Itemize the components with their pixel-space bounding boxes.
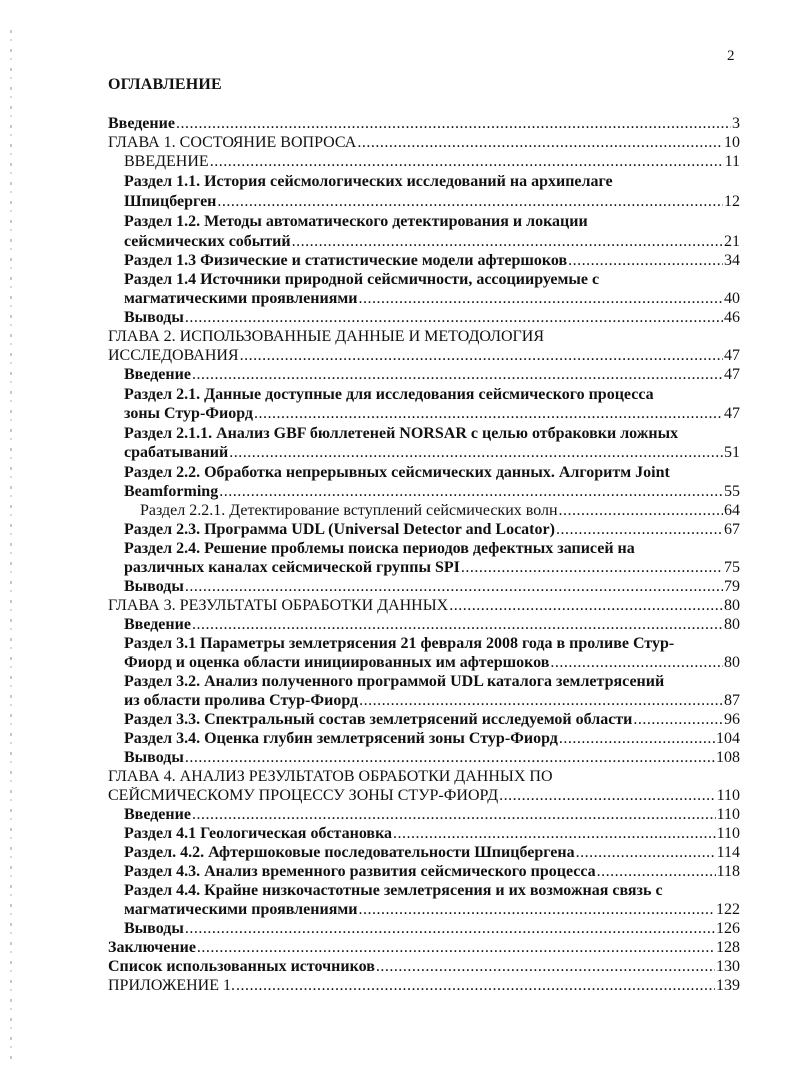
toc-entry-2-1-1-line1: Раздел 2.1.1. Анализ GBF бюллетеней NORSAR с целью отбраковки ложных (124, 425, 679, 442)
toc-entry-1-2[interactable]: сейсмических событий ..... 21 (124, 233, 740, 251)
toc-entry-1-3[interactable]: Раздел 1.3 Физические и статистические модели афтершоков ..... 34 (124, 252, 740, 270)
toc-entry-ch1-conclusions[interactable]: Выводы ..... 46 (124, 309, 740, 327)
toc-entry-1-2-line1: Раздел 1.2. Методы автоматического детектирования и локации (124, 213, 588, 230)
toc-entry-1-1[interactable]: Шпицберген ..... 12 (124, 193, 740, 211)
toc-entry-1-1-line1: Раздел 1.1. История сейсмологических исследований на архипелаге (124, 173, 613, 190)
toc-entry-1-4[interactable]: магматическими проявлениями ..... 40 (124, 290, 740, 308)
toc-entry-2-3[interactable]: Раздел 2.3. Программа UDL (Universal Detector and Locator) ..... 67 (124, 521, 740, 539)
toc-entry-3-1-line1: Раздел 3.1 Параметры землетрясения 21 февраля 2008 года в проливе Стур- (124, 635, 675, 652)
toc-entry-3-3[interactable]: Раздел 3.3. Спектральный состав землетрясений исследуемой области ..... 96 (124, 711, 740, 729)
toc-entry-chapter-2[interactable]: ИССЛЕДОВАНИЯ ..... 47 (108, 347, 740, 365)
toc-entry-3-2-line1: Раздел 3.2. Анализ полученного программой UDL каталога землетрясений (124, 673, 665, 690)
toc-entry-introduction[interactable]: Введение ..... 3 (108, 115, 740, 133)
scan-edge-artifact (10, 30, 12, 1060)
toc-entry-ch3-conclusions[interactable]: Выводы ..... 108 (124, 749, 740, 767)
toc-entry-3-1[interactable]: Фиорд и оценка области инициированных им афтершоков ..... 80 (124, 654, 740, 672)
toc-entry-1-4-line1: Раздел 1.4 Источники природной сейсмичности, ассоциируемые с (124, 271, 600, 288)
toc-entry-references[interactable]: Список использованных источников ..... 130 (108, 958, 740, 976)
toc-entry-chapter-4-line1: ГЛАВА 4. АНАЛИЗ РЕЗУЛЬТАТОВ ОБРАБОТКИ ДАННЫХ ПО (108, 768, 553, 785)
toc-entry-2-4[interactable]: различных каналах сейсмической группы SPI ..... 75 (124, 559, 740, 577)
toc-entry-ch4-conclusions[interactable]: Выводы ..... 126 (124, 920, 740, 938)
toc-entry-ch3-intro[interactable]: Введение ..... 80 (124, 616, 740, 634)
toc-entry-4-3[interactable]: Раздел 4.3. Анализ временного развития сейсмического процесса ..... 118 (124, 863, 740, 881)
toc-entry-chapter-4[interactable]: СЕЙСМИЧЕСКОМУ ПРОЦЕССУ ЗОНЫ СТУР-ФИОРД ..... 110 (108, 787, 740, 805)
toc-entry-2-1-1[interactable]: срабатываний ..... 51 (124, 444, 740, 462)
toc-entry-chapter-2-line1: ГЛАВА 2. ИСПОЛЬЗОВАННЫЕ ДАННЫЕ И МЕТОДОЛОГИЯ (108, 328, 544, 345)
page-number: 2 (727, 48, 735, 64)
toc-entry-2-4-line1: Раздел 2.4. Решение проблемы поиска периодов дефектных записей на (124, 540, 635, 557)
toc-entry-4-4[interactable]: магматическими проявлениями ..... 122 (124, 901, 740, 919)
toc-entry-4-2[interactable]: Раздел. 4.2. Афтершоковые последовательности Шпицбергена ..... 114 (124, 844, 740, 862)
toc-entry-2-1[interactable]: зоны Стур-Фиорд ..... 47 (124, 405, 740, 423)
toc-entry-chapter-3[interactable]: ГЛАВА 3. РЕЗУЛЬТАТЫ ОБРАБОТКИ ДАННЫХ ..... 80 (108, 597, 740, 615)
toc-entry-3-4[interactable]: Раздел 3.4. Оценка глубин землетрясений зоны Стур-Фиорд ..... 104 (124, 730, 740, 748)
toc-entry-conclusion[interactable]: Заключение ..... 128 (108, 939, 740, 957)
toc-entry-ch2-conclusions[interactable]: Выводы ..... 79 (124, 578, 740, 596)
toc-entry-2-2-line1: Раздел 2.2. Обработка непрерывных сейсмических данных. Алгоритм Joint (124, 464, 670, 481)
toc-entry-2-2[interactable]: Beamforming ..... 55 (124, 483, 740, 501)
toc-entry-3-2[interactable]: из области пролива Стур-Фиорд ..... 87 (124, 692, 740, 710)
toc-title: ОГЛАВЛЕНИЕ (108, 76, 222, 93)
toc-entry-ch4-intro[interactable]: Введение ..... 110 (124, 806, 740, 824)
toc-entry-chapter-1[interactable]: ГЛАВА 1. СОСТОЯНИЕ ВОПРОСА ..... 10 (108, 134, 740, 152)
toc-entry-appendix-1[interactable]: ПРИЛОЖЕНИЕ 1. ..... 139 (108, 977, 740, 995)
toc-entry-2-2-1[interactable]: Раздел 2.2.1. Детектирование вступлений сейсмических волн ..... 64 (140, 502, 740, 520)
toc-entry-4-4-line1: Раздел 4.4. Крайне низкочастотные землетрясения и их возможная связь с (124, 882, 663, 899)
toc-entry-ch2-intro[interactable]: Введение ..... 47 (124, 366, 740, 384)
toc-entry-2-1-line1: Раздел 2.1. Данные доступные для исследования сейсмического процесса (124, 386, 654, 403)
toc-entry-ch1-intro[interactable]: ВВЕДЕНИЕ ..... 11 (124, 153, 740, 171)
toc-entry-4-1[interactable]: Раздел 4.1 Геологическая обстановка ..... 110 (124, 825, 740, 843)
